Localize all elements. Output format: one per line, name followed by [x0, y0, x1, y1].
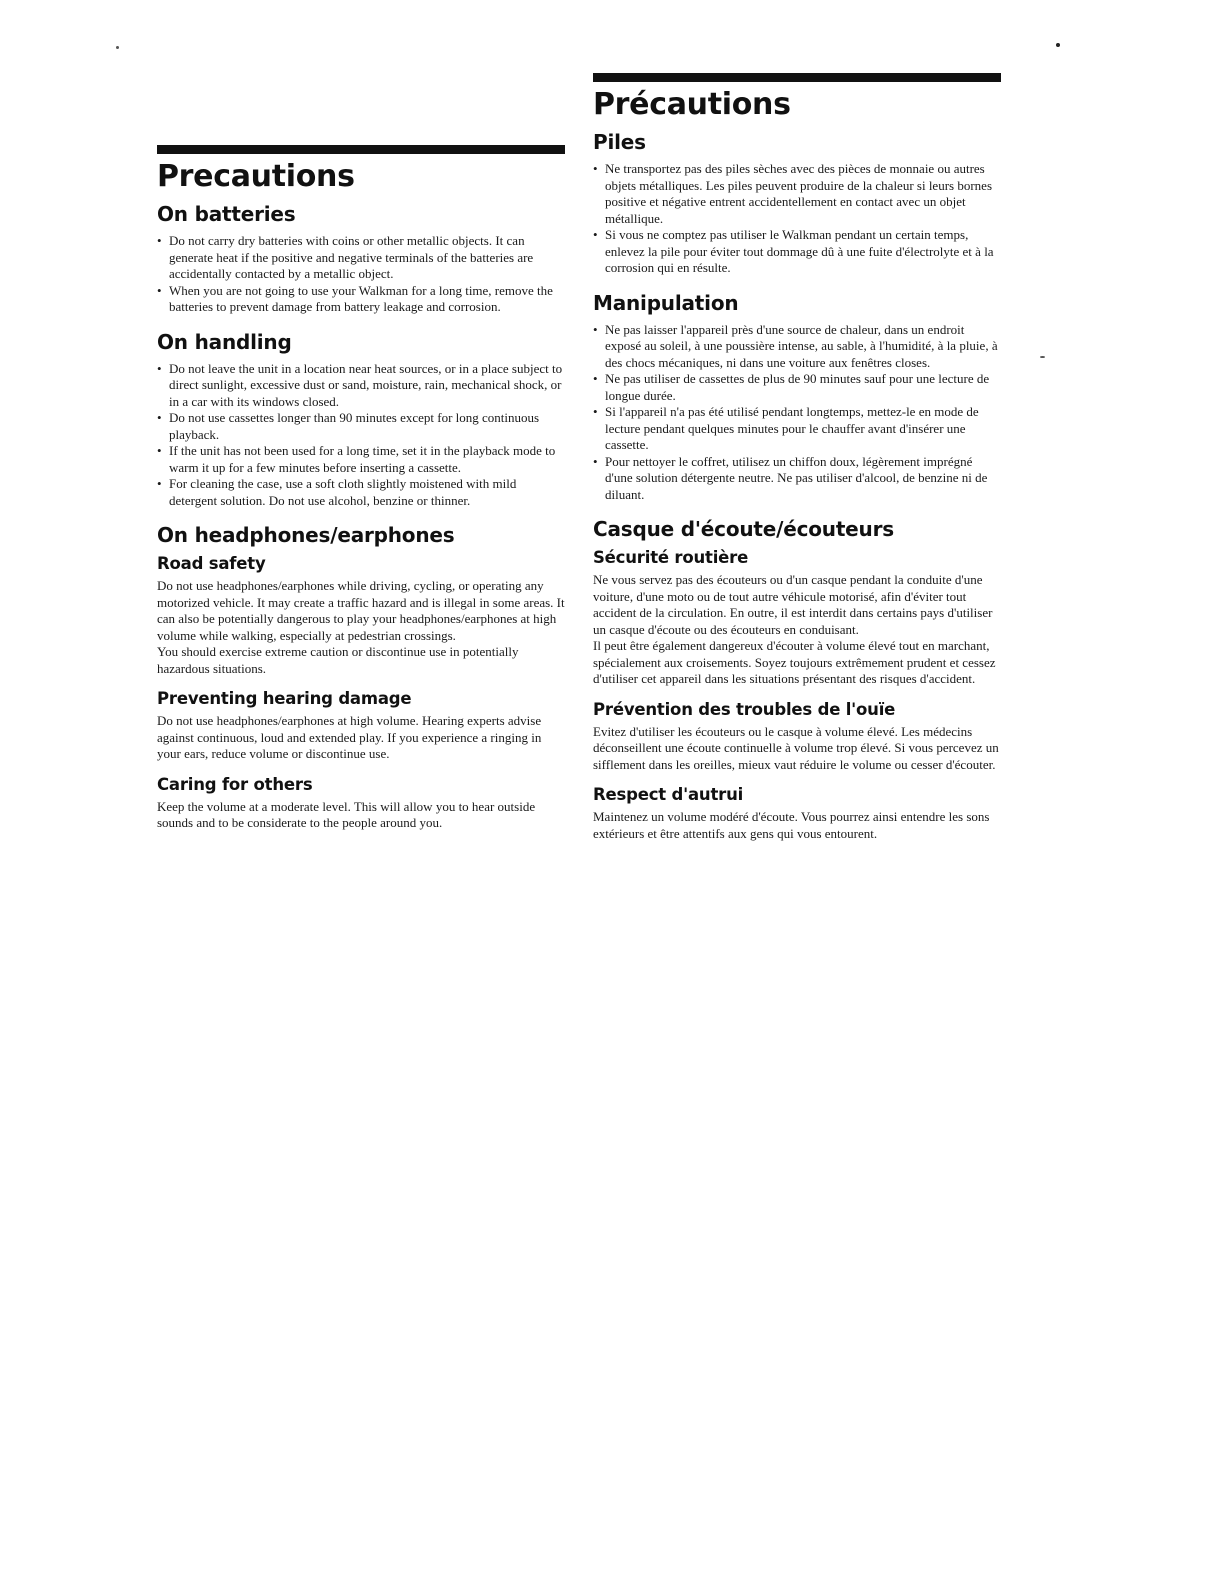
paragraph: You should exercise extreme caution or discontinue use in potentially hazardous situations.	[157, 644, 519, 676]
bullet-list	[157, 361, 565, 510]
paragraph: Il peut être également dangereux d'écouter à volume élevé tout en marchant, spécialement aux croisements. Soyez toujours extrêmement prudent et cessez d'utiliser cet appareil dans les situations présentant des risques d'accident.	[593, 638, 996, 686]
bullet-list	[593, 322, 1001, 504]
scan-speck	[1056, 43, 1060, 47]
section-handling	[157, 330, 565, 510]
title-rule	[157, 145, 565, 154]
paragraph: Ne vous servez pas des écouteurs ou d'un casque pendant la conduite d'une voiture, d'une moto ou de tout autre véhicule motorisé, afin d'éviter tout accident de la circulation. En outre, il est interdit dans certains pays d'utiliser un casque d'écoute ou des écouteurs en conduisant.	[593, 572, 993, 637]
section-heading: On handling	[157, 329, 292, 354]
paragraph: Keep the volume at a moderate level. This will allow you to hear outside sounds and to be considerate to the people around you.	[157, 798, 536, 830]
list-item: • Do not use cassettes longer than 90 minutes except for long continuous playback.	[157, 410, 565, 443]
list-item: • Do not carry dry batteries with coins or other metallic objects. It can generate heat if the positive and negative terminals of the batteries are accidentally contacted by a metallic object.	[157, 233, 565, 283]
page-title: Précautions	[593, 87, 791, 122]
list-item: • Si vous ne comptez pas utiliser le Walkman pendant un certain temps, enlevez la pile pour éviter tout dommage dû à une fuite d'électrolyte et à la corrosion qui en résulte.	[593, 227, 1001, 277]
section-heading: On batteries	[157, 202, 296, 226]
list-item: • Ne transportez pas des piles sèches avec des pièces de monnaie ou autres objets métalliques. Les piles peuvent produire de la chaleur si leurs bornes positive et négative entrent accidentellement en contact avec un objet métallique.	[593, 161, 1001, 227]
list-item: • Pour nettoyer le coffret, utilisez un chiffon doux, légèrement imprégné d'une solution détergente neutre. Ne pas utiliser d'alcool, de benzine ni de diluant.	[593, 454, 1001, 504]
subsection-heading: Road safety	[157, 554, 266, 573]
title-rule	[593, 73, 1001, 82]
scan-speck	[116, 46, 119, 49]
paragraph: Do not use headphones/earphones while driving, cycling, or operating any motorized vehicle. It may create a traffic hazard and is illegal in some areas. It can also be potentially dangerous to play your headphones/earphones at high volume while walking, especially at pedestrian crossings.	[157, 578, 565, 643]
subsection-heading: Preventing hearing damage	[157, 689, 412, 708]
list-item: • Do not leave the unit in a location near heat sources, or in a place subject to direct sunlight, excessive dust or sand, moisture, rain, mechanical shock, or in a car with its windows closed.	[157, 361, 565, 411]
list-item: • For cleaning the case, use a soft cloth slightly moistened with mild detergent solution. Do not use alcohol, benzine or thinner.	[157, 476, 565, 509]
section-heading: Casque d'écoute/écouteurs	[593, 517, 894, 541]
section-piles	[593, 130, 1001, 277]
subsection-heading: Caring for others	[157, 774, 313, 794]
section-manipulation	[593, 291, 1001, 504]
french-column	[593, 73, 1001, 856]
section-headphones	[157, 523, 565, 832]
paragraph: Evitez d'utiliser les écouteurs ou le casque à volume élevé. Les médecins déconseillent une écoute continuelle à volume trop élevé. Si vous percevez un sifflement dans les oreilles, mieux vaut réduire le volume ou cesser d'écouter.	[593, 723, 999, 772]
section-heading: On headphones/earphones	[157, 523, 455, 547]
paragraph: Maintenez un volume modéré d'écoute. Vous pourrez ainsi entendre les sons extérieurs et être attentifs aux gens qui vous entourent.	[593, 809, 990, 841]
paragraph: Do not use headphones/earphones at high volume. Hearing experts advise against continuous, loud and extended play. If you experience a ringing in your ears, reduce volume or discontinue use.	[157, 713, 542, 761]
list-item: • Ne pas laisser l'appareil près d'une source de chaleur, dans un endroit exposé au soleil, à une poussière intense, au sable, à l'humidité, à la pluie, à des chocs mécaniques, ni dans une voiture aux fenêtres closes.	[593, 322, 1001, 372]
section-batteries	[157, 202, 565, 316]
bullet-list	[157, 233, 565, 316]
subsection-heading: Sécurité routière	[593, 548, 749, 567]
section-heading: Manipulation	[593, 290, 739, 315]
section-casque	[593, 517, 1001, 842]
section-heading: Piles	[593, 130, 646, 154]
list-item: • Ne pas utiliser de cassettes de plus de 90 minutes sauf pour une lecture de longue durée.	[593, 371, 1001, 404]
page-title: Precautions	[157, 159, 355, 194]
subsection-heading: Prévention des troubles de l'ouïe	[593, 699, 896, 719]
list-item: • Si l'appareil n'a pas été utilisé pendant longtemps, mettez-le en mode de lecture pendant quelques minutes pour le chauffer avant d'insérer une cassette.	[593, 404, 1001, 454]
list-item: • When you are not going to use your Walkman for a long time, remove the batteries to prevent damage from battery leakage and corrosion.	[157, 283, 565, 316]
subsection-heading: Respect d'autrui	[593, 785, 744, 804]
english-column	[157, 145, 565, 846]
bullet-list	[593, 161, 1001, 277]
list-item: • If the unit has not been used for a long time, set it in the playback mode to warm it up for a few minutes before inserting a cassette.	[157, 443, 565, 476]
scan-speck	[1040, 356, 1045, 358]
